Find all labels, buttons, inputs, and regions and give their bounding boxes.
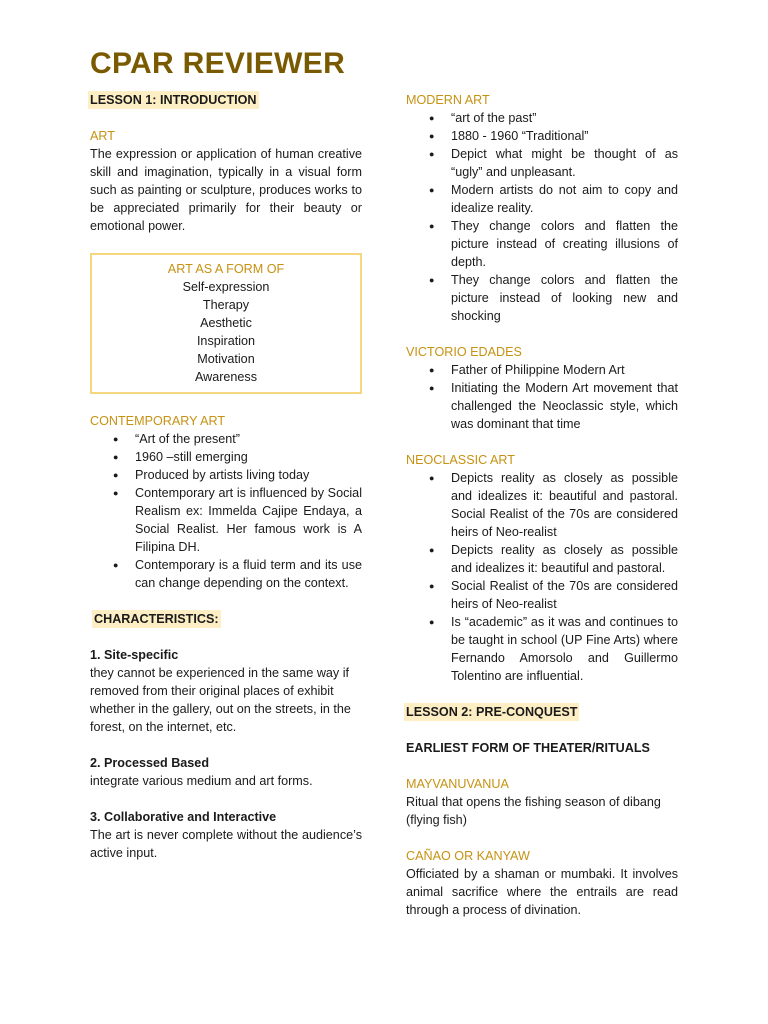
characteristic-title: 2. Processed Based (90, 756, 210, 770)
list-item: ● Is “academic” as it was and continues to be taught in school (UP Fine Arts) where Fernando Amorsolo and Guillermo Tolentino are influential. (406, 613, 678, 685)
list-item: ● Depicts reality as closely as possible and idealizes it: beautiful and pastoral. (406, 541, 678, 577)
characteristics-heading: CHARACTERISTICS: (94, 612, 219, 626)
characteristic-text: they cannot be experienced in the same way if removed from their original places of exhibit whether in the gallery, out on the streets, in the forest, on the internet, etc. (90, 666, 351, 734)
edades-list (406, 361, 678, 433)
characteristic-text: The art is never complete without the audience’s active input. (90, 828, 362, 860)
lesson1-heading: LESSON 1: INTRODUCTION (90, 93, 257, 107)
page-title: CPAR REVIEWER (90, 47, 346, 80)
characteristic-text: integrate various medium and art forms. (90, 774, 313, 788)
list-item: ● They change colors and flatten the picture instead of creating illusions of depth. (406, 217, 678, 271)
art-heading: ART (90, 129, 115, 143)
mayvanuvanua-heading: MAYVANUVANUA (406, 777, 509, 791)
list-item: ● Social Realist of the 70s are considered heirs of Neo-realist (406, 577, 678, 613)
art-box-item: Aesthetic (200, 316, 252, 330)
canao-heading: CAÑAO OR KANYAW (406, 849, 530, 863)
characteristic-title: 1. Site-specific (90, 648, 179, 662)
list-item: ● “Art of the present” (90, 430, 362, 448)
art-box-item: Awareness (194, 370, 258, 384)
list-item: ● Father of Philippine Modern Art (406, 361, 678, 379)
list-item: ● Modern artists do not aim to copy and idealize reality. (406, 181, 678, 217)
earliest-theater-heading: EARLIEST FORM OF THEATER/RITUALS (406, 741, 650, 755)
modern-art-heading: MODERN ART (406, 93, 490, 107)
mayvanuvanua-text: Ritual that opens the fishing season of dibang (flying fish) (406, 795, 661, 827)
art-as-form-box (90, 253, 362, 394)
lesson2-heading: LESSON 2: PRE-CONQUEST (406, 705, 578, 719)
list-item: ● Initiating the Modern Art movement that challenged the Neoclassic style, which was dominant that time (406, 379, 678, 433)
list-item: ● “art of the past” (406, 109, 678, 127)
list-item: ● They change colors and flatten the picture instead of looking new and shocking (406, 271, 678, 325)
list-item: ● 1880 - 1960 “Traditional” (406, 127, 678, 145)
art-box-item: Motivation (197, 352, 255, 366)
canao-text: Officiated by a shaman or mumbaki. It involves animal sacrifice where the entrails are read through a process of divination. (406, 867, 678, 917)
list-item: ● Contemporary art is influenced by Social Realism ex: Immelda Cajipe Endaya, a Social Realist. Her famous work is A Filipina DH. (90, 484, 362, 556)
contemporary-list (90, 430, 362, 592)
left-column (90, 91, 362, 862)
list-item: ● Depict what might be thought of as “ugly” and unpleasant. (406, 145, 678, 181)
list-item: ● Contemporary is a fluid term and its use can change depending on the context. (90, 556, 362, 592)
list-item: ● Produced by artists living today (90, 466, 362, 484)
art-box-item: Inspiration (196, 334, 256, 348)
art-definition: The expression or application of human creative skill and imagination, typically in a visual form such as painting or sculpture, produces works to be appreciated primarily for their beauty or emotional power. (90, 147, 362, 233)
list-item: ● 1960 –still emerging (90, 448, 362, 466)
neoclassic-list (406, 469, 678, 685)
edades-heading: VICTORIO EDADES (406, 345, 522, 359)
list-item: ● Depicts reality as closely as possible and idealizes it: beautiful and pastoral. Social Realist of the 70s are considered heirs of Neo-realist (406, 469, 678, 541)
right-column (406, 91, 678, 919)
art-box-item: Self-expression (182, 280, 270, 294)
neoclassic-heading: NEOCLASSIC ART (406, 453, 515, 467)
characteristic-title: 3. Collaborative and Interactive (90, 810, 277, 824)
modern-art-list (406, 109, 678, 325)
contemporary-heading: CONTEMPORARY ART (90, 414, 226, 428)
art-box-title: ART AS A FORM OF (167, 262, 285, 276)
art-box-item: Therapy (202, 298, 250, 312)
